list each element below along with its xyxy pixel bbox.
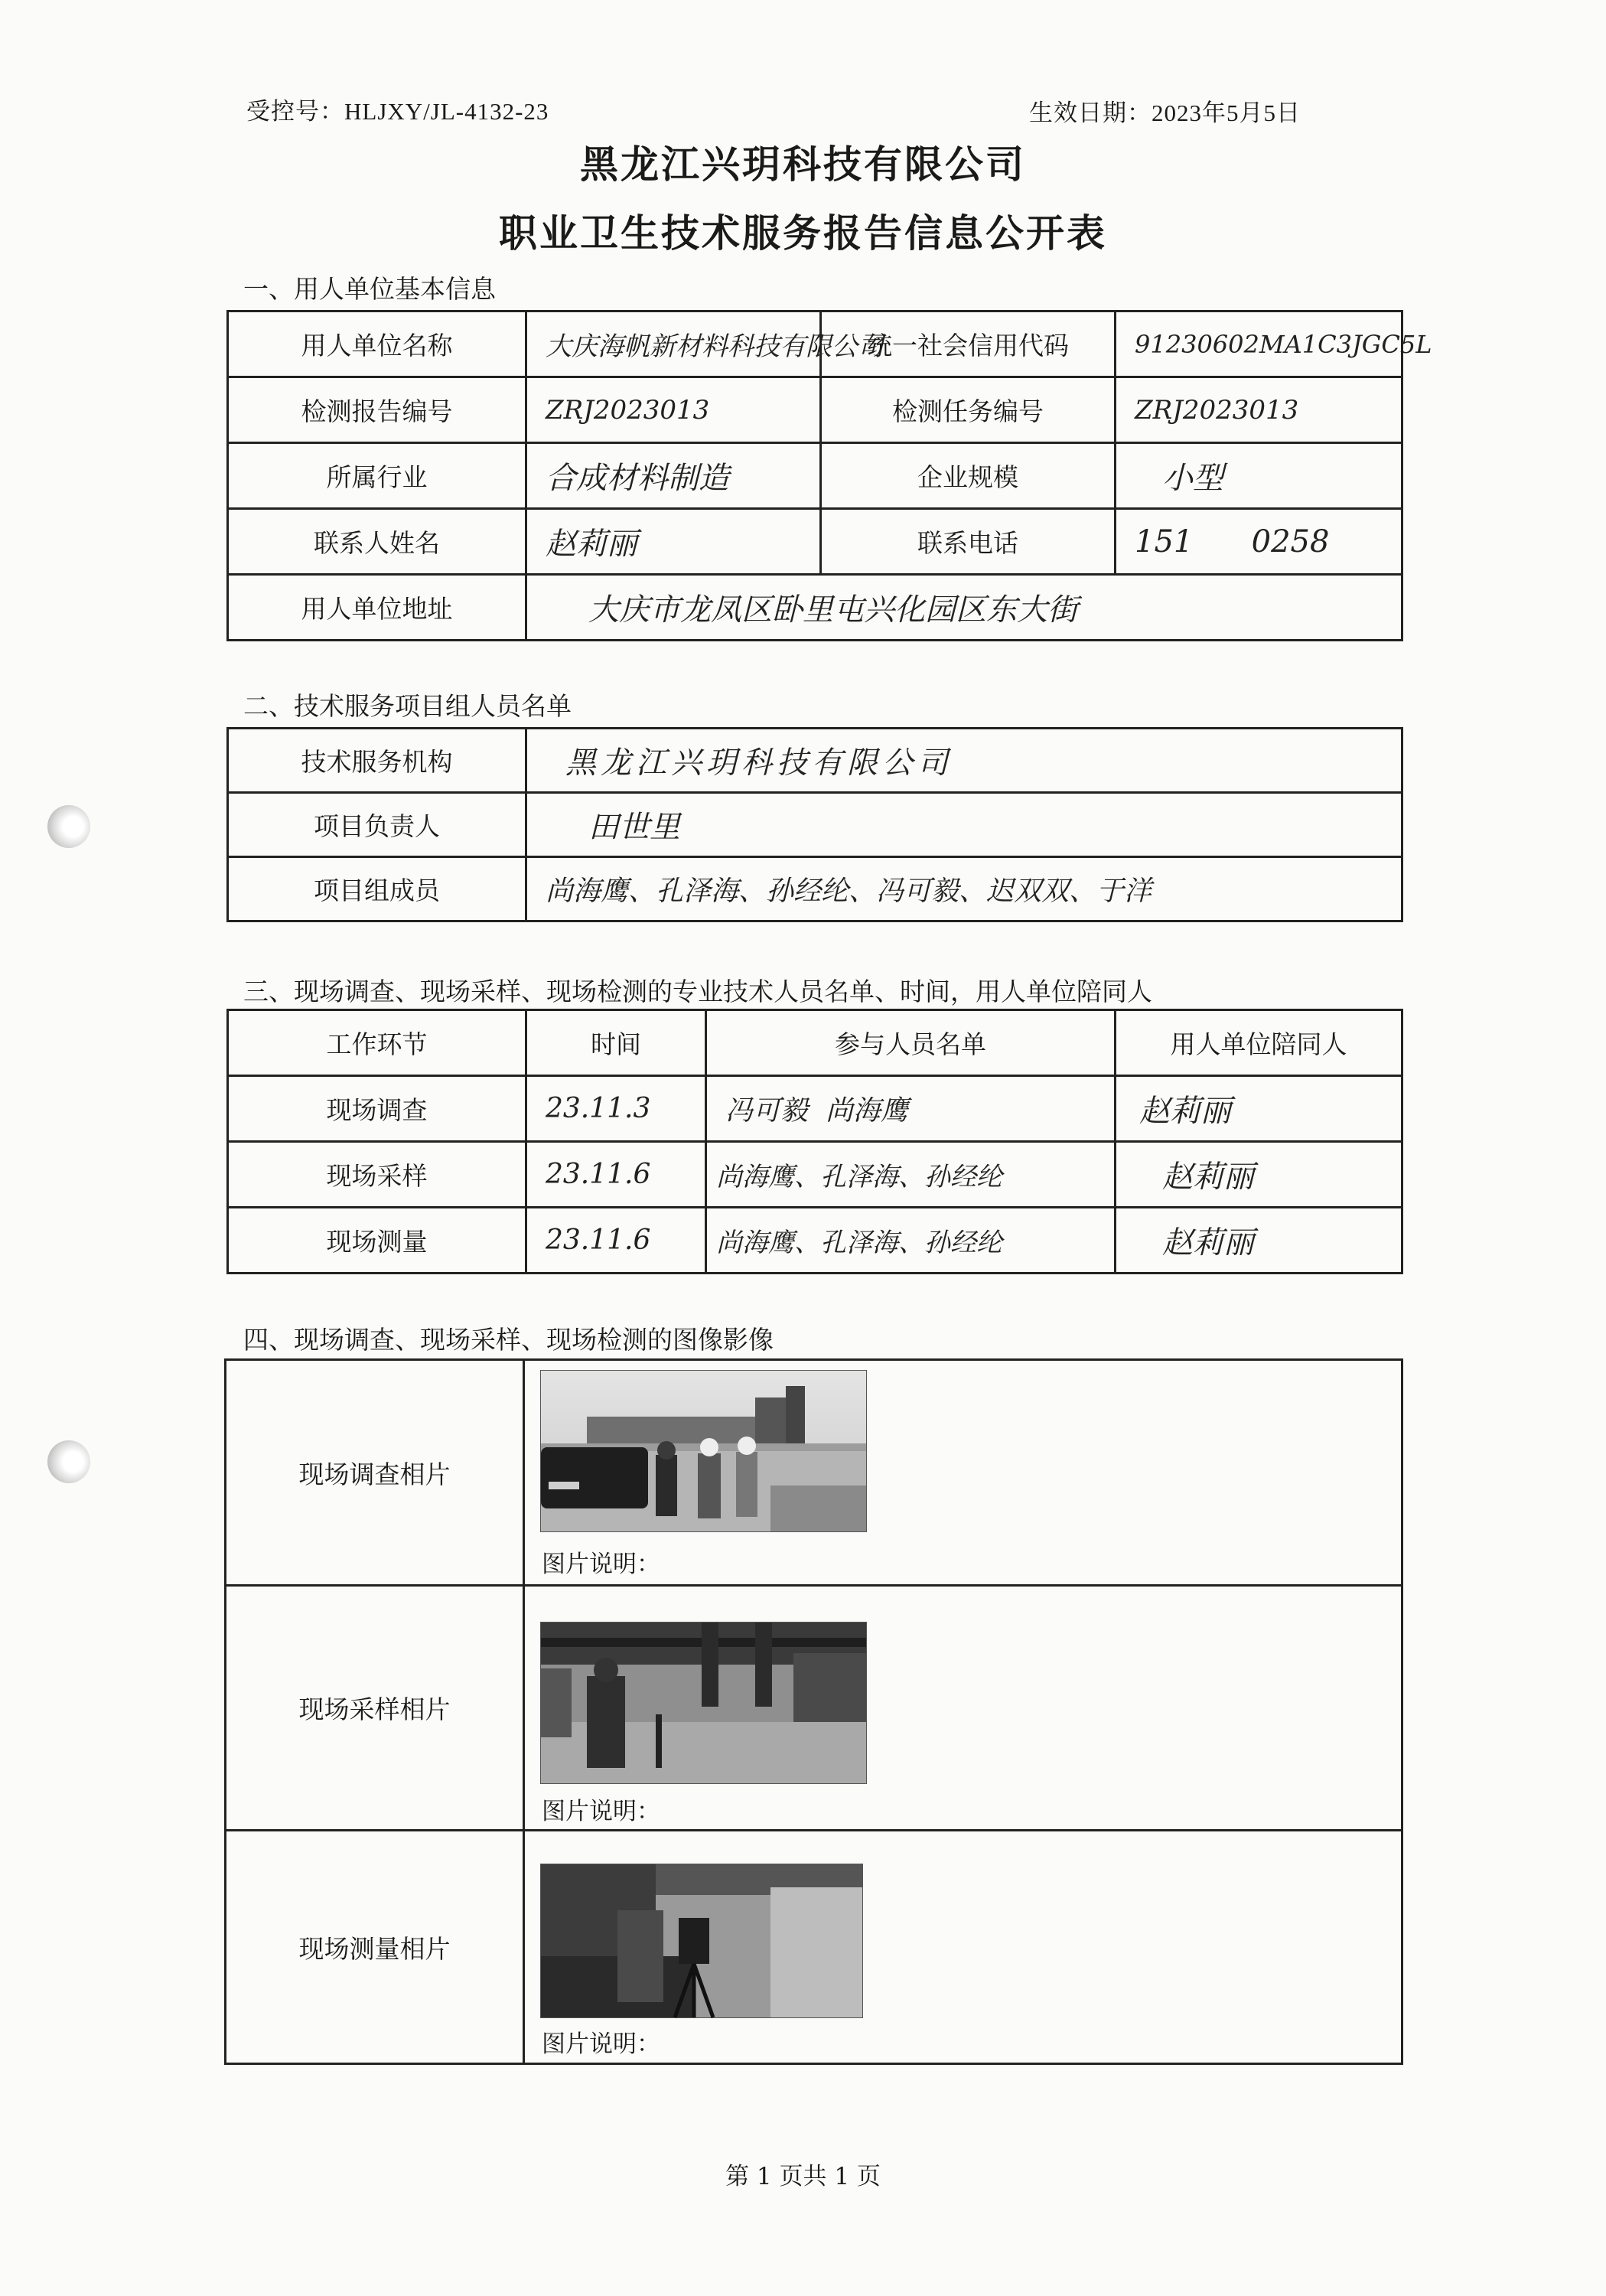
- credit-code-label: 统一社会信用代码: [821, 311, 1116, 377]
- time-cell: 23.11.6: [526, 1142, 706, 1208]
- service-org-label: 技术服务机构: [228, 729, 526, 793]
- report-no-value: ZRJ2023013: [526, 377, 821, 443]
- report-no-label: 检测报告编号: [228, 377, 526, 443]
- field-work-table: [226, 1009, 1403, 1274]
- address-label: 用人单位地址: [228, 575, 526, 641]
- service-org-value: 黑龙江兴玥科技有限公司: [526, 729, 1402, 793]
- credit-code-value: 91230602MA1C3JGC5L: [1116, 311, 1402, 377]
- contact-name-label: 联系人姓名: [228, 509, 526, 575]
- time-cell: 23.11.3: [526, 1076, 706, 1142]
- survey-photo-cell: [524, 1360, 1402, 1586]
- industry-value: 合成材料制造: [526, 443, 821, 509]
- sampling-photo: [540, 1622, 867, 1784]
- sampling-photo-caption: 图片说明：: [542, 1798, 660, 1825]
- staff-cell: 冯可毅 尚海鹰: [706, 1076, 1116, 1142]
- table-row: [228, 793, 1402, 857]
- punch-hole-upper: [47, 805, 90, 848]
- stage-cell: 现场调查: [228, 1076, 526, 1142]
- company-title: 黑龙江兴玥科技有限公司: [580, 142, 1026, 187]
- project-team-table: [226, 727, 1403, 922]
- task-no-label: 检测任务编号: [821, 377, 1116, 443]
- col-header-stage: 工作环节: [228, 1010, 526, 1076]
- scale-value: 小型: [1116, 443, 1402, 509]
- contact-name-value: 赵莉丽: [526, 509, 821, 575]
- project-members-label: 项目组成员: [228, 857, 526, 921]
- table-row: [228, 1076, 1402, 1142]
- basic-info-table: [226, 310, 1432, 641]
- survey-photo-label: 现场调查相片: [226, 1360, 524, 1586]
- survey-photo: [540, 1370, 867, 1532]
- table-row: [226, 1586, 1402, 1831]
- sampling-photo-cell: [524, 1586, 1402, 1831]
- table-row: [226, 1360, 1402, 1586]
- section1-heading: 一、用人单位基本信息: [243, 274, 496, 304]
- table-row: [228, 509, 1402, 575]
- stage-cell: 现场测量: [228, 1208, 526, 1274]
- time-cell: 23.11.6: [526, 1208, 706, 1274]
- punch-hole-lower: [47, 1440, 90, 1483]
- stage-cell: 现场采样: [228, 1142, 526, 1208]
- col-header-escort: 用人单位陪同人: [1116, 1010, 1402, 1076]
- table-row: [228, 377, 1402, 443]
- form-title: 职业卫生技术服务报告信息公开表: [499, 210, 1107, 256]
- contact-phone-label: 联系电话: [821, 509, 1116, 575]
- effective-date: 生效日期：2023年5月5日: [1029, 99, 1301, 126]
- table-row: [228, 1208, 1402, 1274]
- col-header-time: 时间: [526, 1010, 706, 1076]
- table-row: [228, 729, 1402, 793]
- address-value: 大庆市龙凤区卧里屯兴化园区东大街: [526, 575, 1402, 641]
- table-row: [228, 443, 1402, 509]
- industry-label: 所属行业: [228, 443, 526, 509]
- escort-cell: 赵莉丽: [1116, 1208, 1402, 1274]
- task-no-value: ZRJ2023013: [1116, 377, 1402, 443]
- unit-name-label: 用人单位名称: [228, 311, 526, 377]
- project-members-value: 尚海鹰、孔泽海、孙经纶、冯可毅、迟双双、于洋: [526, 857, 1402, 921]
- col-header-staff: 参与人员名单: [706, 1010, 1116, 1076]
- sampling-photo-label: 现场采样相片: [226, 1586, 524, 1831]
- measurement-photo-cell: [524, 1831, 1402, 2064]
- section3-heading: 三、现场调查、现场采样、现场检测的专业技术人员名单、时间，用人单位陪同人: [243, 977, 1152, 1006]
- staff-cell: 尚海鹰、孔泽海、孙经纶: [706, 1142, 1116, 1208]
- survey-photo-caption: 图片说明：: [542, 1551, 660, 1578]
- section4-heading: 四、现场调查、现场采样、现场检测的图像影像: [243, 1325, 774, 1355]
- table-row: [228, 575, 1402, 641]
- project-leader-label: 项目负责人: [228, 793, 526, 857]
- escort-cell: 赵莉丽: [1116, 1076, 1402, 1142]
- section2-heading: 二、技术服务项目组人员名单: [243, 691, 572, 721]
- table-row: [228, 311, 1402, 377]
- staff-cell: 尚海鹰、孔泽海、孙经纶: [706, 1208, 1116, 1274]
- contact-phone-value: 151 0258: [1116, 509, 1402, 575]
- table-row: [228, 1142, 1402, 1208]
- scale-label: 企业规模: [821, 443, 1116, 509]
- escort-cell: 赵莉丽: [1116, 1142, 1402, 1208]
- measurement-photo: [540, 1864, 863, 2018]
- control-number: 受控号：HLJXY/JL-4132-23: [246, 98, 549, 125]
- page-number: 第 1 页共 1 页: [725, 2163, 881, 2190]
- table-header-row: [228, 1010, 1402, 1076]
- measurement-photo-label: 现场测量相片: [226, 1831, 524, 2064]
- measurement-photo-caption: 图片说明：: [542, 2030, 660, 2058]
- photo-table: [224, 1358, 1403, 2065]
- table-row: [228, 857, 1402, 921]
- unit-name-value: 大庆海帆新材料科技有限公司: [526, 311, 821, 377]
- project-leader-value: 田世里: [526, 793, 1402, 857]
- table-row: [226, 1831, 1402, 2064]
